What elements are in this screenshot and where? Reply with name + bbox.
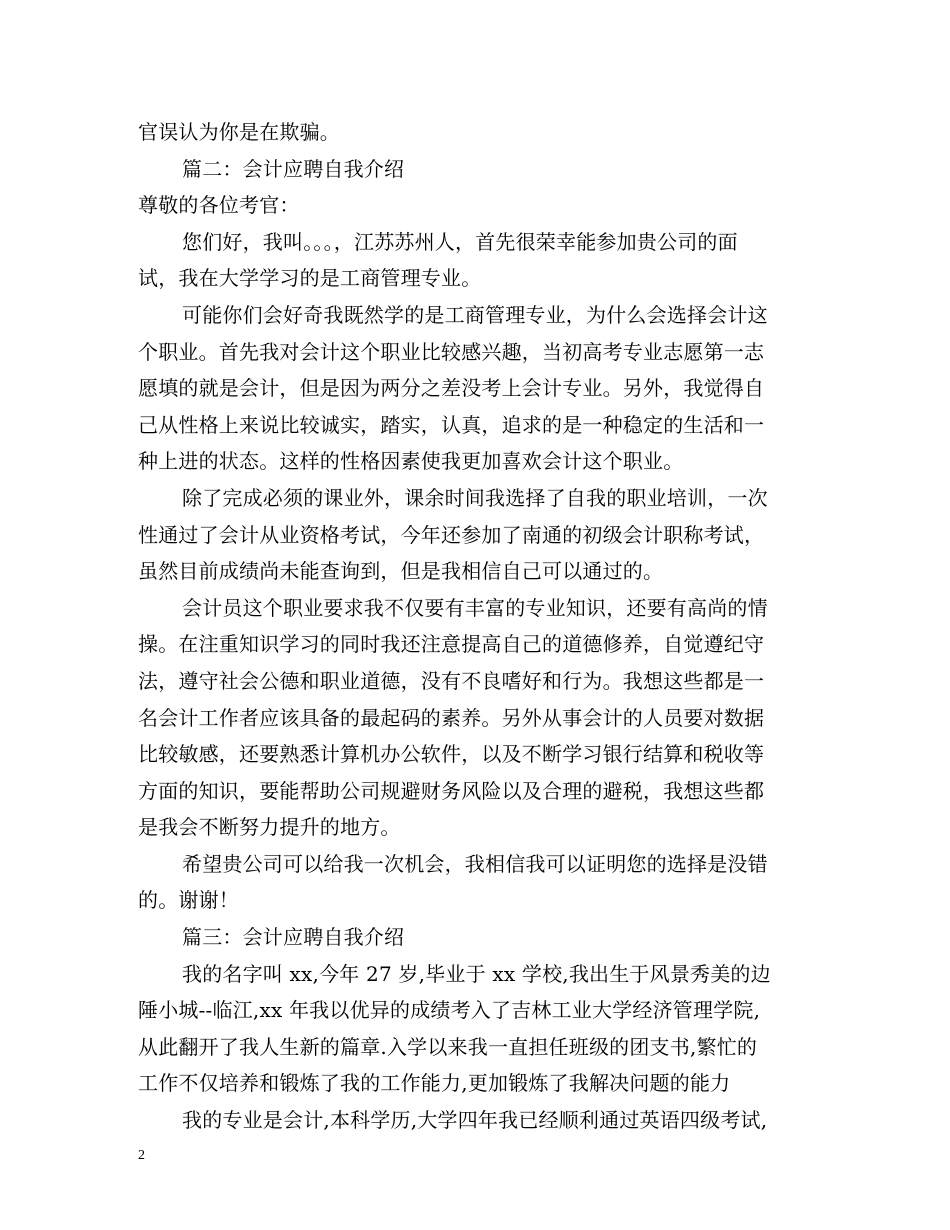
text-line: 是我会不断努力提升的地方。 (138, 815, 401, 840)
text-line: 除了完成必须的课业外，课余时间我选择了自我的职业培训，一次 (182, 485, 768, 510)
text-line: 篇二：会计应聘自我介绍 (182, 156, 405, 181)
text-line: 种上进的状态。这样的性格因素使我更加喜欢会计这个职业。 (138, 449, 684, 474)
text-line: 的。谢谢！ (138, 888, 239, 913)
text-line: 虽然目前成绩尚未能查询到，但是我相信自己可以通过的。 (138, 559, 664, 584)
text-line: 操。在注重知识学习的同时我还注意提高自己的道德修养，自觉遵纪守 (138, 632, 765, 657)
text-line: 我的名字叫 xx,今年 27 岁,毕业于 xx 学校,我出生于风景秀美的边 (182, 961, 771, 986)
document-body (138, 114, 828, 1139)
text-line: 您们好，我叫。。。，江苏苏州人，首先很荣幸能参加贵公司的面 (182, 229, 738, 254)
text-line: 陲小城--临江,xx 年我以优异的成绩考入了吉林工业大学经济管理学院, (138, 998, 761, 1023)
text-line: 试，我在大学学习的是工商管理专业。 (138, 266, 482, 291)
text-line: 官误认为你是在欺骗。 (138, 120, 340, 144)
text-line: 我的专业是会计,本科学历,大学四年我已经顺利通过英语四级考试, (182, 1108, 768, 1133)
text-line: 尊敬的各位考官： (138, 193, 300, 218)
text-line: 篇三：会计应聘自我介绍 (182, 925, 405, 950)
text-line: 己从性格上来说比较诚实，踏实，认真，追求的是一种稳定的生活和一 (138, 412, 765, 437)
text-line: 可能你们会好奇我既然学的是工商管理专业，为什么会选择会计这 (182, 302, 768, 327)
text-line: 个职业。首先我对会计这个职业比较感兴趣，当初高考专业志愿第一志 (138, 339, 765, 364)
text-line: 比较敏感，还要熟悉计算机办公软件，以及不断学习银行结算和税收等 (138, 742, 765, 767)
page-number: 2 (138, 1148, 145, 1163)
text-line: 名会计工作者应该具备的最起码的素养。另外从事会计的人员要对数据 (138, 705, 765, 730)
text-line: 从此翻开了我人生新的篇章.入学以来我一直担任班级的团支书,繁忙的 (138, 1034, 758, 1059)
text-line: 工作不仅培养和锻炼了我的工作能力,更加锻炼了我解决问题的能力 (138, 1071, 731, 1096)
text-line: 性通过了会计从业资格考试，今年还参加了南通的初级会计职称考试， (138, 522, 765, 547)
text-line: 方面的知识，要能帮助公司规避财务风险以及合理的避税，我想这些都 (138, 778, 765, 803)
text-line: 希望贵公司可以给我一次机会，我相信我可以证明您的选择是没错 (182, 851, 768, 876)
text-line: 法，遵守社会公德和职业道德，没有不良嗜好和行为。我想这些都是一 (138, 668, 765, 693)
text-line: 愿填的就是会计，但是因为两分之差没考上会计专业。另外，我觉得自 (138, 376, 765, 401)
text-line: 会计员这个职业要求我不仅要有丰富的专业知识，还要有高尚的情 (182, 595, 768, 620)
